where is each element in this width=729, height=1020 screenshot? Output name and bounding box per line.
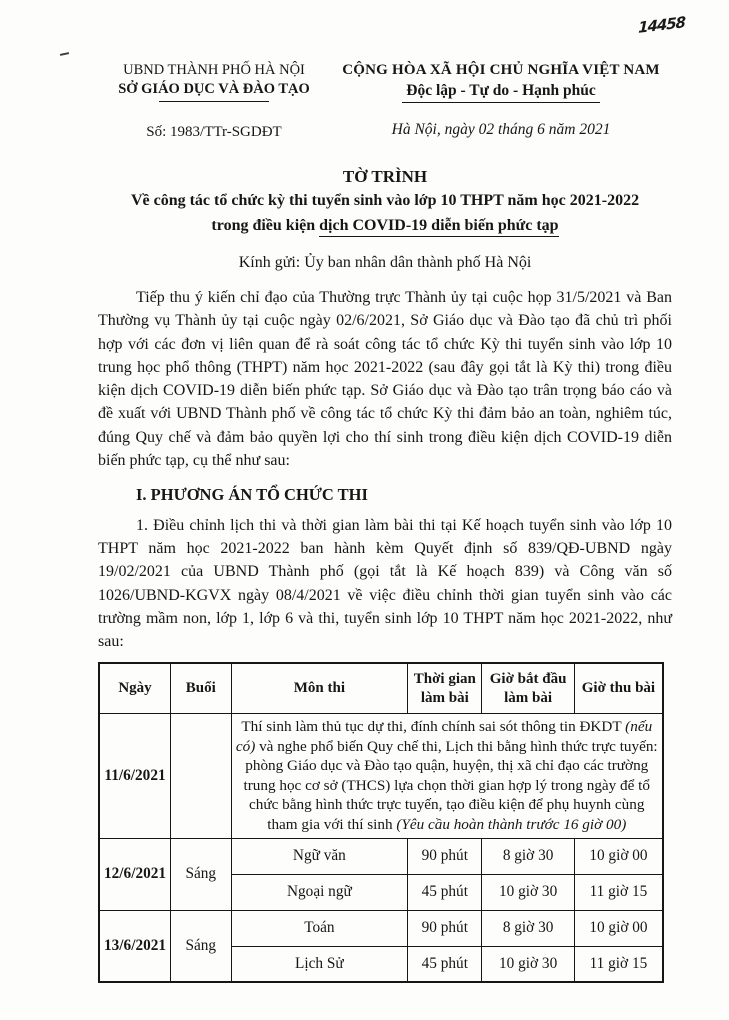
- document-body: [98, 286, 672, 653]
- national-motto-line1: CỘNG HÒA XÃ HỘI CHỦ NGHĨA VIỆT NAM: [342, 62, 660, 78]
- table-header-row: [99, 663, 663, 713]
- collect-time-cell: 11 giờ 15: [574, 946, 663, 982]
- date-cell-day1: 11/6/2021: [99, 713, 171, 838]
- table-row: [99, 713, 663, 838]
- section-heading-1: I. PHƯƠNG ÁN TỔ CHỨC THI: [136, 485, 368, 505]
- note-italic-2: (Yêu cầu hoàn thành trước 16 giờ 00): [396, 815, 627, 833]
- procedure-note-cell: [231, 713, 663, 838]
- subject-cell: Toán: [231, 910, 408, 946]
- table-row: [99, 910, 663, 946]
- session-cell-day1: [171, 713, 231, 838]
- document-subtitle-line1: Về công tác tổ chức kỳ thi tuyển sinh vào lớp 10 THPT năm học 2021-2022: [130, 192, 640, 209]
- start-time-cell: 8 giờ 30: [482, 838, 575, 874]
- subject-cell: Lịch Sử: [231, 946, 408, 982]
- subject-cell: Ngoại ngữ: [231, 874, 408, 910]
- date-cell-day3: 13/6/2021: [99, 910, 171, 982]
- org-underline-rule: [159, 101, 269, 102]
- body-paragraph-1: Tiếp thu ý kiến chỉ đạo của Thường trực Thành ủy tại cuộc họp 31/5/2021 và Ban Thường vụ Thành ủy tại cuộc ngày 02/6/2021, Sở Giáo dục và Đào tạo đã chủ trì phối hợp với các đơn vị liên quan để rà soát công tác tổ chức Kỳ thi tuyển sinh vào lớp 10 trung học phổ thông (THPT) năm học 2021-2022 (sau đây gọi tắt là Kỳ thi) trong điều kiện dịch COVID-19 diễn biến phức tạp. Sở Giáo dục và Đào tạo trân trọng báo cáo và đề xuất với UBND Thành phố về công tác tổ chức Kỳ thi đảm bảo an toàn, nghiêm túc, đúng Quy chế và đảm bảo quyền lợi cho thí sinh trong điều kiện dịch COVID-19 diễn biến phức tạp, cụ thể như sau:: [98, 289, 672, 470]
- col-header-start-time: Giờ bắt đầu làm bài: [482, 663, 575, 713]
- salutation: Kính gửi: Ủy ban nhân dân thành phố Hà Nội: [238, 254, 532, 271]
- body-paragraph-2: 1. Điều chỉnh lịch thi và thời gian làm bài thi tại Kế hoạch tuyển sinh vào lớp 10 THPT năm học 2021-2022 ban hành kèm Quyết định số 839/QĐ-UBND ngày 19/02/2021 của UBND Thành phố (gọi tắt là Kế hoạch 839) và Công văn số 1026/UBND-KGVX ngày 08/4/2021 về việc điều chỉnh thời gian tuyển sinh vào các trường mầm non, lớp 1, lớp 6 và thi, tuyển sinh lớp 10 THPT năm học 2021-2022, như sau:: [98, 516, 672, 651]
- note-text-2: và nghe phổ biến Quy chế thi, Lịch thi bằng hình thức trực tuyến: phòng Giáo dục và Đào tạo quận, huyện, thị xã chỉ đạo các trường trung học cơ sở (THCS) lựa chọn thời gian hợp lý trong ngày để tổ chức bằng hình thức trực tuyến, tạo điều kiện để phụ huynh cùng tham gia với thí sinh: [243, 737, 658, 833]
- note-italic-1: (nếu có): [235, 717, 653, 755]
- start-time-cell: 10 giờ 30: [482, 874, 575, 910]
- document-header: [98, 62, 672, 141]
- duration-cell: 90 phút: [408, 838, 482, 874]
- collect-time-cell: 10 giờ 00: [574, 838, 663, 874]
- subtitle-line2-underlined: dịch COVID-19 diễn biến phức tạp: [319, 217, 558, 237]
- document-title: TỜ TRÌNH: [342, 167, 428, 186]
- date-cell-day2: 12/6/2021: [99, 838, 171, 910]
- start-time-cell: 10 giờ 30: [482, 946, 575, 982]
- national-motto-line2: Độc lập - Tự do - Hạnh phúc: [402, 82, 599, 103]
- collect-time-cell: 11 giờ 15: [574, 874, 663, 910]
- issuing-org-block: [98, 62, 330, 141]
- exam-schedule-table: [98, 662, 664, 983]
- handwritten-number: 14458: [637, 13, 685, 37]
- document-subtitle-line2: [98, 215, 672, 237]
- title-block: [98, 167, 672, 272]
- national-header-block: [330, 62, 672, 141]
- table-row: [99, 838, 663, 874]
- start-time-cell: 8 giờ 30: [482, 910, 575, 946]
- document-number: Số: 1983/TTr-SGDĐT: [146, 124, 282, 140]
- col-header-collect-time: Giờ thu bài: [574, 663, 663, 713]
- duration-cell: 45 phút: [408, 874, 482, 910]
- collect-time-cell: 10 giờ 00: [574, 910, 663, 946]
- note-text-1: Thí sinh làm thủ tục dự thi, đính chính sai sót thông tin ĐKDT: [241, 717, 626, 735]
- session-cell-day2: Sáng: [171, 838, 231, 910]
- col-header-subject: Môn thi: [231, 663, 408, 713]
- subtitle-line2-plain: trong điều kiện: [211, 217, 320, 234]
- place-and-date: Hà Nội, ngày 02 tháng 6 năm 2021: [391, 121, 611, 138]
- session-cell-day3: Sáng: [171, 910, 231, 982]
- col-header-date: Ngày: [99, 663, 171, 713]
- col-header-duration: Thời gian làm bài: [408, 663, 482, 713]
- org-name: SỞ GIÁO DỤC VÀ ĐÀO TẠO: [118, 81, 310, 97]
- col-header-session: Buổi: [171, 663, 231, 713]
- subject-cell: Ngữ văn: [231, 838, 408, 874]
- org-parent-name: UBND THÀNH PHỐ HÀ NỘI: [123, 62, 305, 78]
- duration-cell: 90 phút: [408, 910, 482, 946]
- duration-cell: 45 phút: [408, 946, 482, 982]
